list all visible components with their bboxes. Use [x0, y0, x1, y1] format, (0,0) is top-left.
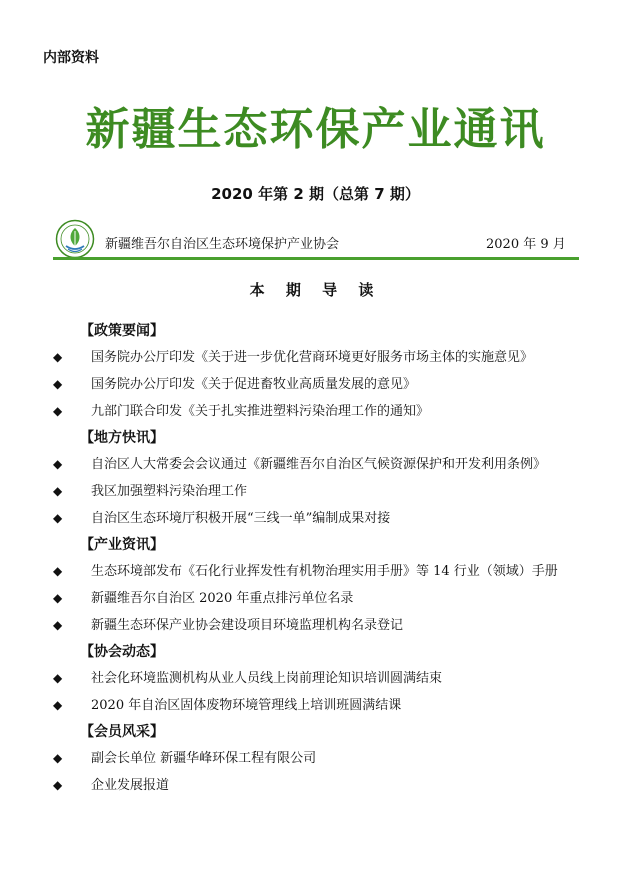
- diamond-bullet-icon: ◆: [53, 564, 63, 578]
- diamond-bullet-icon: ◆: [53, 671, 63, 685]
- toc-section-members: 【会员风采】: [80, 724, 164, 740]
- toc-section-policy: 【政策要闻】: [80, 323, 164, 339]
- toc-item[interactable]: [0, 665, 631, 692]
- toc-item[interactable]: [0, 398, 631, 425]
- diamond-bullet-icon: ◆: [53, 350, 63, 364]
- association-logo-icon: [55, 219, 95, 259]
- diamond-bullet-icon: ◆: [53, 511, 63, 525]
- internal-material-label: 内部资料: [43, 50, 99, 66]
- diamond-bullet-icon: ◆: [53, 457, 63, 471]
- toc-item[interactable]: [0, 478, 631, 505]
- diamond-bullet-icon: ◆: [53, 698, 63, 712]
- toc-item-text: 2020 年自治区固体废物环境管理线上培训班圆满结课: [91, 698, 402, 713]
- toc-section-association: 【协会动态】: [80, 644, 164, 660]
- toc-item[interactable]: [0, 371, 631, 398]
- toc-item[interactable]: [0, 505, 631, 532]
- toc-item-text: 自治区人大常委会会议通过《新疆维吾尔自治区气候资源保护和开发利用条例》: [91, 457, 547, 472]
- diamond-bullet-icon: ◆: [53, 404, 63, 418]
- toc-item-text: 企业发展报道: [91, 778, 170, 793]
- toc-item-text: 新疆维吾尔自治区 2020 年重点排污单位名录: [91, 591, 354, 606]
- publication-date: 2020 年 9 月: [486, 237, 566, 252]
- toc-item-text: 社会化环境监测机构从业人员线上岗前理论知识培训圆满结束: [91, 671, 443, 686]
- issue-number: 2020 年第 2 期（总第 7 期）: [211, 185, 420, 203]
- toc-section-industry: 【产业资讯】: [80, 537, 164, 553]
- publication-title: 新疆生态环保产业通讯: [85, 104, 546, 155]
- toc-item-text: 国务院办公厅印发《关于进一步优化营商环境更好服务市场主体的实施意见》: [91, 350, 534, 365]
- toc-item[interactable]: [0, 558, 631, 585]
- diamond-bullet-icon: ◆: [53, 484, 63, 498]
- toc-item[interactable]: [0, 745, 631, 772]
- diamond-bullet-icon: ◆: [53, 377, 63, 391]
- toc-item[interactable]: [0, 772, 631, 799]
- toc-item[interactable]: [0, 612, 631, 639]
- toc-item-text: 九部门联合印发《关于扎实推进塑料污染治理工作的通知》: [91, 404, 430, 419]
- toc-item[interactable]: [0, 451, 631, 478]
- toc-section-local-news: 【地方快讯】: [80, 430, 164, 446]
- toc-item-text: 国务院办公厅印发《关于促进畜牧业高质量发展的意见》: [91, 377, 417, 392]
- header-divider: [53, 257, 579, 260]
- association-name: 新疆维吾尔自治区生态环境保护产业协会: [105, 237, 340, 252]
- toc-item-text: 生态环境部发布《石化行业挥发性有机物治理实用手册》等 14 行业（领域）手册: [91, 564, 558, 579]
- toc-item-text: 自治区生态环境厅积极开展“三线一单”编制成果对接: [91, 511, 391, 526]
- toc-item[interactable]: [0, 585, 631, 612]
- diamond-bullet-icon: ◆: [53, 618, 63, 632]
- toc-item-text: 副会长单位 新疆华峰环保工程有限公司: [91, 751, 317, 766]
- toc-item[interactable]: [0, 344, 631, 371]
- toc-item-text: 新疆生态环保产业协会建设项目环境监理机构名录登记: [91, 618, 404, 633]
- toc-item[interactable]: [0, 692, 631, 719]
- diamond-bullet-icon: ◆: [53, 591, 63, 605]
- table-of-contents: [0, 318, 631, 799]
- toc-title: 本 期 导 读: [249, 281, 382, 299]
- diamond-bullet-icon: ◆: [53, 751, 63, 765]
- diamond-bullet-icon: ◆: [53, 778, 63, 792]
- toc-item-text: 我区加强塑料污染治理工作: [91, 484, 248, 499]
